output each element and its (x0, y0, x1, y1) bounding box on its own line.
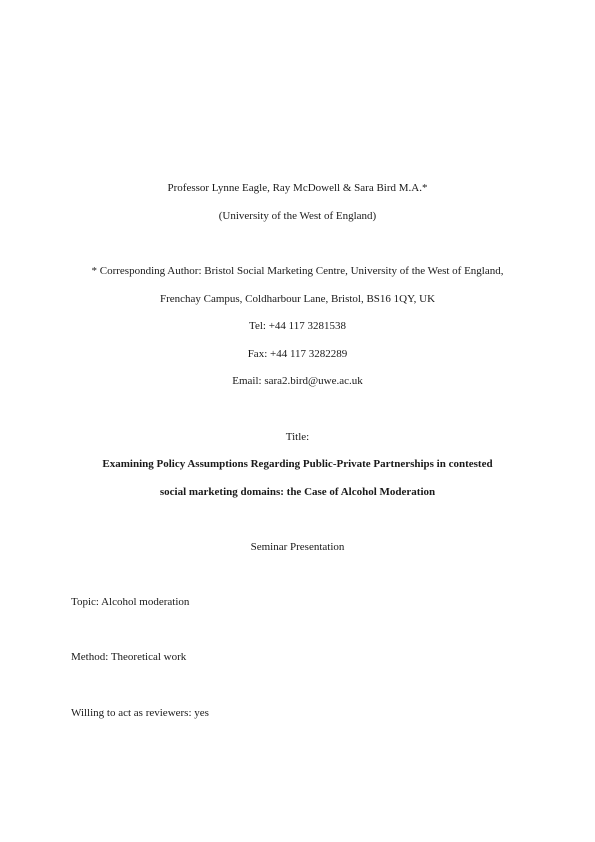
reviewers: Willing to act as reviewers: yes (71, 707, 209, 719)
authors: Professor Lynne Eagle, Ray McDowell & Sara Bird M.A.* (167, 182, 428, 194)
email: Email: sara2.bird@uwe.ac.uk (232, 375, 363, 387)
corresponding-author-line1: * Corresponding Author: Bristol Social Marketing Centre, University of the West of England, (91, 265, 504, 277)
telephone: Tel: +44 117 3281538 (249, 320, 346, 332)
paper-title-line2: social marketing domains: the Case of Alcohol Moderation (159, 486, 436, 498)
fax: Fax: +44 117 3282289 (247, 348, 348, 360)
topic: Topic: Alcohol moderation (71, 596, 190, 608)
affiliation: (University of the West of England) (218, 210, 377, 222)
paper-title-line1: Examining Policy Assumptions Regarding Public-Private Partnerships in contested (102, 458, 493, 470)
presentation-type: Seminar Presentation (250, 541, 345, 553)
title-label: Title: (285, 431, 310, 443)
corresponding-author-line2: Frenchay Campus, Coldharbour Lane, Bristol, BS16 1QY, UK (159, 293, 436, 305)
method: Method: Theoretical work (71, 651, 187, 663)
